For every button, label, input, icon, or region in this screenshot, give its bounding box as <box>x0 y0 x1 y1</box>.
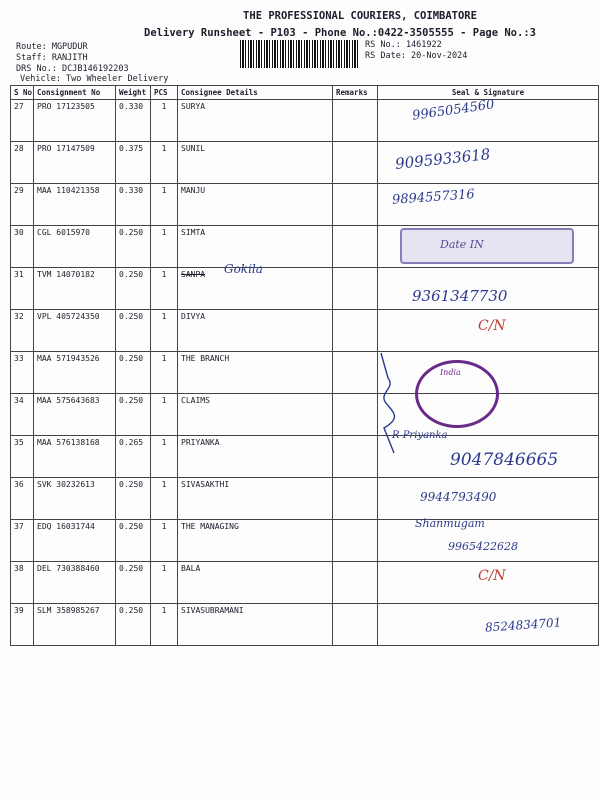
table-row <box>11 352 599 394</box>
cell-consignment: SLM 358985267 <box>34 604 116 646</box>
cell-consignment: DEL 730388460 <box>34 562 116 604</box>
cell-sno: 29 <box>11 184 34 226</box>
phone-39: 8524834701 <box>484 615 562 635</box>
cell-sno: 35 <box>11 436 34 478</box>
cell-remarks <box>333 394 378 436</box>
signature-28: 9095933618 <box>394 145 492 173</box>
cell-sno: 38 <box>11 562 34 604</box>
staff-label: Staff: RANJITH <box>16 53 88 63</box>
cell-pcs: 1 <box>151 184 178 226</box>
cell-weight: 0.250 <box>116 562 151 604</box>
stamp-33-text: India <box>440 368 461 377</box>
cell-weight: 0.250 <box>116 268 151 310</box>
table-row <box>11 562 599 604</box>
cell-sno: 32 <box>11 310 34 352</box>
cell-sno: 34 <box>11 394 34 436</box>
cell-consignee: THE BRANCH <box>178 352 333 394</box>
cell-remarks <box>333 604 378 646</box>
table-row <box>11 310 599 352</box>
cell-weight: 0.250 <box>116 478 151 520</box>
table-row <box>11 184 599 226</box>
cn-mark-38: C/N <box>478 568 506 584</box>
table-row <box>11 142 599 184</box>
cell-consignment: VPL 405724350 <box>34 310 116 352</box>
phone-37: 9965422628 <box>448 540 518 553</box>
cell-pcs: 1 <box>151 520 178 562</box>
table-row <box>11 268 599 310</box>
cell-consignee: SIVASUBRAMANI <box>178 604 333 646</box>
cell-pcs: 1 <box>151 604 178 646</box>
rs-date: RS Date: 20-Nov-2024 <box>365 51 468 61</box>
cell-sno: 39 <box>11 604 34 646</box>
col-pcs: PCS <box>151 86 178 100</box>
cell-consignee: DIVYA <box>178 310 333 352</box>
signature-27: 9965054560 <box>411 97 496 124</box>
drs-label: DRS No.: DCJB146192203 <box>16 64 129 74</box>
cell-consignee: SANPA <box>178 268 333 310</box>
cell-weight: 0.250 <box>116 310 151 352</box>
signature-36: 9944793490 <box>420 490 497 504</box>
cell-weight: 0.330 <box>116 100 151 142</box>
cell-pcs: 1 <box>151 310 178 352</box>
phone-35: 9047846665 <box>450 450 559 470</box>
cell-pcs: 1 <box>151 436 178 478</box>
cell-consignee: SURYA <box>178 100 333 142</box>
cell-sno: 27 <box>11 100 34 142</box>
signature-37: Shanmugam <box>415 517 485 530</box>
cell-sno: 37 <box>11 520 34 562</box>
cell-remarks <box>333 226 378 268</box>
cell-consignee: SIMTA <box>178 226 333 268</box>
cell-remarks <box>333 562 378 604</box>
table-header-row <box>11 86 599 100</box>
phone-31: 9361347730 <box>412 287 508 305</box>
cell-remarks <box>333 352 378 394</box>
signature-33-scribble <box>376 348 406 458</box>
stamp-30-text: Date IN <box>440 238 484 251</box>
cell-remarks <box>333 142 378 184</box>
table-row <box>11 478 599 520</box>
cell-remarks <box>333 478 378 520</box>
table-row <box>11 394 599 436</box>
cell-weight: 0.250 <box>116 352 151 394</box>
cell-consignee: CLAIMS <box>178 394 333 436</box>
col-sno: S No <box>11 86 34 100</box>
cell-pcs: 1 <box>151 142 178 184</box>
cell-weight: 0.250 <box>116 604 151 646</box>
cell-pcs: 1 <box>151 268 178 310</box>
cell-weight: 0.375 <box>116 142 151 184</box>
cell-consignment: TVM 14070182 <box>34 268 116 310</box>
cn-mark-32: C/N <box>478 318 506 334</box>
barcode <box>240 40 358 68</box>
cell-consignment: PRO 17147509 <box>34 142 116 184</box>
cell-pcs: 1 <box>151 478 178 520</box>
signature-29: 9894557316 <box>391 187 476 208</box>
col-signature: Seal & Signature <box>378 86 599 100</box>
cell-weight: 0.250 <box>116 394 151 436</box>
cell-pcs: 1 <box>151 562 178 604</box>
col-consignment: Consignment No <box>34 86 116 100</box>
cell-pcs: 1 <box>151 394 178 436</box>
runsheet-title: Delivery Runsheet - P103 - Phone No.:0422-3505555 - Page No.:3 <box>144 27 536 39</box>
cell-pcs: 1 <box>151 226 178 268</box>
cell-weight: 0.265 <box>116 436 151 478</box>
cell-consignment: MAA 110421358 <box>34 184 116 226</box>
cell-consignee: BALA <box>178 562 333 604</box>
cell-consignee: PRIYANKA <box>178 436 333 478</box>
delivery-table <box>10 85 599 646</box>
cell-weight: 0.250 <box>116 520 151 562</box>
col-remarks: Remarks <box>333 86 378 100</box>
cell-consignee: SIVASAKTHI <box>178 478 333 520</box>
cell-consignment: MAA 576138168 <box>34 436 116 478</box>
col-consignee: Consignee Details <box>178 86 333 100</box>
cell-remarks <box>333 520 378 562</box>
cell-consignment: SVK 30232613 <box>34 478 116 520</box>
cell-sno: 36 <box>11 478 34 520</box>
cell-remarks <box>333 268 378 310</box>
cell-consignee: SUNIL <box>178 142 333 184</box>
cell-remarks <box>333 436 378 478</box>
rs-number: RS No.: 1461922 <box>365 40 442 50</box>
cell-consignee: MANJU <box>178 184 333 226</box>
vehicle-label: Vehicle: Two Wheeler Delivery <box>20 74 169 84</box>
cell-consignment: PRO 17123505 <box>34 100 116 142</box>
cell-weight: 0.330 <box>116 184 151 226</box>
signature-35: R Priyanka <box>392 430 448 441</box>
cell-consignment: CGL 6015970 <box>34 226 116 268</box>
cell-remarks <box>333 310 378 352</box>
table-row <box>11 100 599 142</box>
cell-remarks <box>333 100 378 142</box>
company-title: THE PROFESSIONAL COURIERS, COIMBATORE <box>243 10 477 22</box>
cell-sno: 33 <box>11 352 34 394</box>
cell-sno: 31 <box>11 268 34 310</box>
cell-consignment: EDQ 16031744 <box>34 520 116 562</box>
cell-consignee: THE MANAGING <box>178 520 333 562</box>
cell-remarks <box>333 184 378 226</box>
cell-consignment: MAA 571943526 <box>34 352 116 394</box>
cell-pcs: 1 <box>151 352 178 394</box>
consignee-correction-31: Gokila <box>224 262 263 276</box>
col-weight: Weight <box>116 86 151 100</box>
cell-weight: 0.250 <box>116 226 151 268</box>
date-in-stamp <box>400 228 574 264</box>
cell-pcs: 1 <box>151 100 178 142</box>
route-label: Route: MGPUDUR <box>16 42 88 52</box>
cell-consignment: MAA 575643683 <box>34 394 116 436</box>
cell-sno: 28 <box>11 142 34 184</box>
cell-sno: 30 <box>11 226 34 268</box>
